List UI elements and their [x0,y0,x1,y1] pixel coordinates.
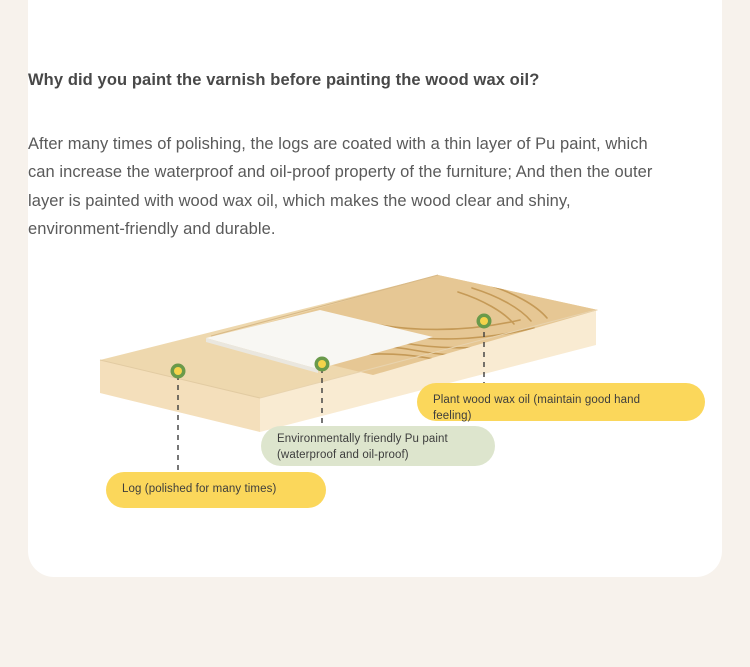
callout-pu-paint[interactable] [261,426,495,466]
callout-wax-oil[interactable] [417,383,705,421]
page-title: Why did you paint the varnish before painting the wood wax oil? [28,71,540,90]
marker-log[interactable] [171,364,186,379]
article-paragraph: After many times of polishing, the logs are coated with a thin layer of Pu paint, which can increase the waterproof and oil-proof property of the furniture; And then the outer layer is painted with wood wax oil, which makes the wood clear and shiny, environment-friendly and durable. [28,134,653,238]
callout-wax-oil-text: Plant wood wax oil (maintain good hand feeling) [433,394,641,422]
wood-layers-diagram [28,250,694,540]
marker-pu-paint[interactable] [315,357,330,372]
marker-wax-oil[interactable] [477,314,492,329]
callout-log[interactable] [106,472,326,508]
callout-log-text: Log (polished for many times) [122,483,277,495]
callout-pu-paint-text: Environmentally friendly Pu paint (waterproof and oil-proof) [277,433,448,461]
